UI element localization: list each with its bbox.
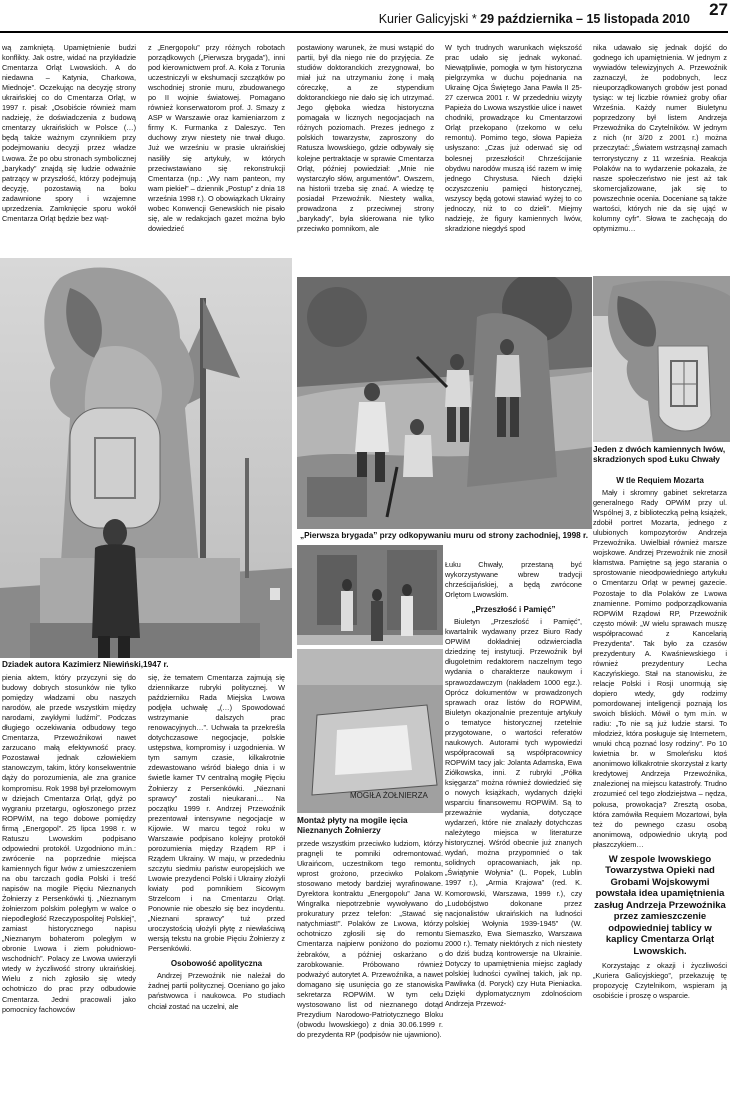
caption-photo-center: „Pierwsza brygada” przy odkopywaniu muru od strony zachodniej, 1998 r.: [300, 531, 589, 540]
photo-stone-lion-image: [593, 276, 730, 442]
column-4-bottom: Łuku Chwały, przestaną być wykorzystywane wbrew tradycji chrześcijańskiej, a będą zwrócone Orlętom Lwowskim. „Przeszłość i Pamięć” Biuletyn „Przeszłość i Pamięć”, kwartalnik wydawany przez Biuro Rady OPWiM dokładniej odzwierciadla dziedzinę tej instytucji. Przewoźnik był długoletnim redaktorem naczelnym tego wydania o charakterze naukowym i sprawozdawczym (nakładem 1000 egz.). Oprócz dokumentów w prowadzonych sprawach oraz listów do ROPWiM, Biuletyn okazjonalnie prezentuje artykuły o tematyce historycznej rzetelnie przygotowane, o wartości referatów naukowych. Autorami tych wypowiedzi współpracowali są współpracownicy ROPWiM tacy jak: Jolanta Adamska, Ewa Ziółkowska, inni. Z rubryki „Półka księgarza” można również dowiedzieć się o nowych książkach, wydanych dzięki wsparciu finansowemu ROPWiM. Są to przeważnie wydania, dotyczące wydarzeń, które nie znalazły dotychczas należytego miejsca w literaturze historycznej. Wśród obecnie już znanych wydań, można przypomnieć o tak solidnych opracowaniach, jak np. „Świątynie Wołynia” (L. Popek, Lublin 1997 r.), „Armia Krajowa” (red. K. Komorowski, Warszawa, 1999 r.), czy „Ludobójstwo dokonane przez nacjonalistów ukraińskich na ludności polskiej Wołynia 1939-1945” (W. Siemaszko, Ewa Siemaszko, Warszawa 2000 r.). Tematy niektórych z nich niestety do dziś budzą kontrowersje na Ukrainie. Dotyczy to upamiętnienia miejsc zagłady polskiej ludności cywilnej takich, jak np. Pawliwka (d. Poryck) czy Huta Pieniacka. Dzięki dyplomatycznym zdolnościom Andrzeja Przewoź-: [445, 560, 582, 1009]
highlighted-proposal: W zespole lwowskiego Towarzystwa Opieki nad Grobami Wojskowymi powstała idea upamiętnienia zasług Andrzeja Przewoźnika przez zamieszczenie odpowiedniej tablicy w kaplicy Cmentarza Orląt Lwowskich.: [594, 853, 726, 957]
column-4-top: W tych trudnych warunkach większość prac udało się jednak wykonać. Niewątpliwie, pomogła w tym historyczna pielgrzymka w duchu pojednania na Ukrainę Ojca Świętego Jana Pawła II 25-27 czerwca 2001 r. W przededniu wizyty Papieża do Lwowa wszystkie ulice i nawet chodniki, prowadzące ku Cmentarzowi Orląt przekopano (rzekomo w celu remontu). Pomimo tego, słowa Papieża usłyszano: „Czas już oderwać się od bolesnej przeszłości! Chrześcijanie obydwu narodów muszą iść razem w imię jednego Chrystusa. Niech dzięki oczyszczeniu pamięci historycznej, wszyscy będą gotowi stawiać wyżej to co jednoczy, niż to co dzieli”. Miejmy nadzieję, że figury kamiennych lwów, skradzione niegdyś spod: [445, 43, 582, 233]
column-5-top: nika udawało się jednak dojść do godnego ich upamiętnienia. W jednym z wywiadów telewizyjnych A. Przewoźnik zaznaczył, że podobnych, lecz nieuporządkowanych grobów jest ponad tysiąc: w tej liczbie również groby ofiar Września. Każdy numer Biuletynu poprzedzony był listem Andrzeja Przewoźnika do Czytelników. W jednym z nich (nr 3/20 z 2001 r.) można przeczytać: „Światem wstrząsnął zamach terrorystyczny z 11 września. Reakcja Polaków na to wydarzenie pokazała, że nasze społeczeństwo nie jest aż tak skomercjalizowane, jak się to powszechnie ocenia. Doceniane są także wartości, których nie da się ująć w kolumny cyfr”. Słowa te zachęcają do optymizmu…: [593, 43, 727, 233]
caption-photo-left: Dziadek autora Kazimierz Niewiński,1947 r.: [2, 660, 169, 669]
photo-workers-digging: [297, 277, 592, 529]
page-number: 27: [709, 0, 728, 19]
column-1-bottom: pienia aktem, który przyczyni się do budowy dobrych stosunków nie tylko pomiędzy władzami obu naszych narodów, ale przede wszystkim między narodami, zwykłymi ludźmi”. Podczas długiego oczekiwania odbudowy tego Cmentarza, Przewoźnikowi nawet zarzucano małą efektywność pracy. Pozostawał jednak człowiekiem stanowczym, takim, który konsekwentnie dąży do porozumienia, ale zna granice kompromisu. Rok 1998 był przełomowym w dziejach Cmentarza Orląt, gdyż po wygraniu przetargu, ogłoszonego przez ROPWiM, na tego dobowe pomiędzy firmą „Energopol”. 25 lipca 1998 r. w Ratuszu Lwowskim podpisano odpowiedni protokół. Uzgodniono m.in.: zwrócenie na poprzednie miejsca kamiennych figur lwów z umieszczeniem na obu tarczach godła Polski i treść napisów na mogile Pięciu Nieznanych Żołnierzy z Persenkówki tj. „Nieznanym żołnierzom polskim poległym w walce o niepodległość Rzeczypospolitej Polskiej”, zamiast historycznego napisu „Nieznanym bohaterom poległym w obronie Lwowa i ziem południowo-wschodnich”. Polacy ze Lwowa uwierzyli wtedy w życzliwość strony ukraińskiej. Wielu z nich zgłosiło się wtedy ochotniczo do prac przy odbudowie Cmentarza. Jedni pracowali jako pomocnicy fachowców: [2, 673, 136, 1014]
caption-photo-right: Jeden z dwóch kamiennych lwów, skradzionych spod Łuku Chwały: [593, 445, 726, 464]
column-2-bottom: się, że tematem Cmentarza zajmują się dziennikarze rubryki politycznej. W październiku Rada Miejska Lwowa podjęła uchwałę „(…) Spowodować wstrzymanie dalszych prac renowacyjnych…”. Uchwała ta przekreśla dotychczasowe negocjacje, polskie ustępstwa, kompromisy i uzgodnienia. W tym samym czasie, kilkakrotnie zdewastowano wśród białego dnia i w świetle kamer TV centralną mogiłę Pięciu Żołnierzy z Persenkówki. „Nieznani sprawcy” zostali nieukarani… Na początku 1999 r. Andrzej Przewoźnik prezentował intensywne negocjacje w Kijowie. W marcu tegoż roku w Warszawie podpisano kolejny protokół porozumienia między Rządem RP i Rządem Ukrainy. W maju, w przededniu szczytu siedmiu państw europejskich we Lwowie prezydenci Polski i Ukrainy złożyli kwiaty pod pomnikiem Sicowym Strzelcom i na Cmentarzu Orląt. Ponownie nie obeszło się bez incydentu. „Nieznani sprawcy” tuż przed uroczystością ułożyli płytę z niewłaściwą wersją tekstu na grobie Pięciu Żołnierzy z Persenkówki. Osobowość apolityczna Andrzej Przewoźnik nie należał do żadnej partii politycznej. Oceniano go jako państwowca i naukowca. Po studiach chciał zostać na uczelni, ale: [148, 673, 285, 1011]
column-3-bottom: przede wszystkim przeciwko ludziom, którzy pragnęli te pomniki odremontować. Ukraińcom, uczestnikom tego remontu, wprost grożono, przeciwko Polakom stosowano metody bardziej wyrafinowane. Dyrektora kontraktu „Energopolu” Jana W. Wingralka niepotrzebnie wywoływano do prokuratury przez telefon: „Stawać się natychmiast!”. Polaków ze Lwowa, którzy ochotniczo zgłosili się do remontu Cmentarza najpierw poniżono do poziomu żebraków, a później oskarżano o zarobkowanie. Próbowano również podważyć autorytet A. Przewoźnika, a nawet domagano się usunięcia go ze stanowiska sekretarza ROPWiM. W tym celu wystosowano list od nieznanego dotąd Prezydium Narodowo-Patriotycznego Bloku (obwodu lwowskiego) z dnia 30.06.1999 r. do prezydenta RP (podpisów nie ujawniono).: [297, 839, 443, 1039]
header-title: Kurier Galicyjski * 29 października – 15 listopada 2010: [378, 12, 690, 26]
photo-plaque-mounting: [297, 545, 443, 813]
photo-stone-lion: [593, 276, 730, 442]
column-1-top: wą zamkniętą. Upamiętnienie budzi konflikty. Jak ostre, widać na przykładzie Cmentarza Orląt Lwowskich. A do niedawna – Katynia, Charkowa, Miednoje”. Oczekując na decyzję strony ukraińskiej co do Cmentarza Orląt, w 1997 r. pisał: „Osobiście również mam nadzieję, że doświadczenia z budową cmentarzy ukraińskich w Polsce (…) będą także ważnym czynnikiem przy podejmowaniu decyzji przez władze Lwowa. Że po obu stronach symbolicznej „barykady” znajdą się ludzie odważnie patrzący w przyszłość, którzy podejmują decyzję, pozostawią na boku zadawnione spory i wzajemne uprzedzenia. Zamknięcie sporu wokół Cmentarza Orląt będzie bez wąt-: [2, 43, 136, 223]
column-3-top: postawiony warunek, że musi wstąpić do partii, był dla niego nie do przyjęcia. Ze studiów doktoranckich zrezygnował, bo miał już na utrzymaniu żonę i małą córeczkę, a ze stypendium doktoranckiego nie dało się ich utrzymać. Jego głęboka wiedza historyczna pomagała w licznych negocjacjach na różnych poziomach. Prezes jednego z polskich towarzystw, zaproszony do Ratusza lwowskiego, gdzie odbywały się kolejne pertraktacje w sprawie Cmentarza Orląt, później powiedział: „Mnie nie wystarczyło słów, argumentów”. Owszem, na historii trzeba się znać. A wiedzę tę posiadał Przewoźnik. Niestety walka, prowadzona z przeciwnej strony „barykady”, była skierowana nie tylko przeciwko pomnikom, ale: [297, 43, 434, 233]
photo-plaque-mounting-image: [297, 545, 443, 813]
column-5-bottom: W tle Requiem Mozarta Mały i skromny gabinet sekretarza generalnego Rady OPWiM przy ul. Wspólnej 3, z biblioteczką pełną książek, zdobił portret Mozarta, jednego z ulubionych kompozytorów Andrzeja Przewoźnika. Uwielbiał również marsze wojskowe. Andrzej Przewoźnik nie znosił kłamstwa. Pamiętne są jego starania o sprostowanie nieodpowiedniego artykułu o Cmentarzu Orląt w pewnej gazecie. Pozostaje to dla Polaków ze Lwowa znamienne. Pomimo podporządkowania ROPWiM Rządowi RP, Przewoźnik często mówił: „W wielu sprawach muszę współpracować z Kancelarią Prezydenta”. Tak było za czasów prezydentury A. Kwaśniewskiego i również prezydentury Lecha Kaczyńskiego. Stał na stanowisku, że relacje Polski i Rosji unormują się dopiero wtedy, gdy rodzimy pomordowanej inteligencji poznają los swoich bliskich. Mówił o tym m.in. w radiu: „To nie są już ludzie starsi. To młodzież, która posługuje się Internetem, wnuki chcą poznać losy rodziny”. Po 10 kwietnia br. w Smoleńsku ktoś anonimowo kilkakrotnie skorzystał z karty kredytowej Andrzeja Przewoźnika, znalezionej na miejscu katastrofy. Trudno zrozumieć cel tego złodziejstwa – nędza, pokusa, prowokacja? Zresztą osoba, która zamówiła Requiem Mozartowi, była też do pewnego czasu osobą anonimową, odpowiednio ukrytą pod płaszczykiem… W zespole lwowskiego Towarzystwa Opieki nad Grobami Wojskowymi powstała idea upamiętnienia zasług Andrzeja Przewoźnika przez zamieszczenie odpowiedniej tablicy w kaplicy Cmentarza Orląt Lwowskich. Korzystając z okazji i życzliwości „Kuriera Galicyjskiego”, przekazuję tę propozycję Czytelnikom, wspieram ją osobiście i proszę o wsparcie.: [593, 476, 727, 1001]
page-header: [0, 0, 730, 34]
photo-lion-statue-grandfather: [0, 258, 292, 658]
section-heading-apolityczna: Osobowość apolityczna: [170, 959, 263, 969]
photo-lion-statue-image: [0, 258, 292, 658]
caption-photo-small: Montaż płyty na mogile ięcia Nieznanych Żołnierzy: [297, 816, 408, 835]
section-heading-requiem: W tle Requiem Mozarta: [616, 476, 704, 485]
header-rule: [0, 31, 728, 33]
column-2-top: z „Energopolu” przy różnych robotach porządkowych („Pierwsza brygada”), inni pod kierownictwem prof. A. Koła z Torunia uczestniczyli w ekshumacji szczątków po wschodniej stronie muru, zbudowanego po II wojnie światowej. Pomagano również konserwatorom prof. J. Smazy z ASP w Warszawie oraz kamieniarzom z firmy K. Furmanka z Daleszyc. Ten duchowy zryw niestety nie trwał długo. Już we wrześniu w prasie ukraińskiej nasiliły się artykuły, w których przeciwstawiano się rekonstrukcji Cmentarza (np.: „Wy nam panteon, my wam piekieł” – dziennik „Postup” z dnia 18 września 1998 r.). O obowiązkach Ukrainy wobec Konwencji Genewskich nie pisało się, ale w redakcjach gazet można było dowiedzieć: [148, 43, 285, 233]
plaque-inscription: MOGIŁA ŻOŁNIERZA: [350, 791, 428, 800]
photo-workers-digging-image: [297, 277, 592, 529]
section-heading-przeszlosc: „Przeszłość i Pamięć”: [471, 605, 556, 615]
